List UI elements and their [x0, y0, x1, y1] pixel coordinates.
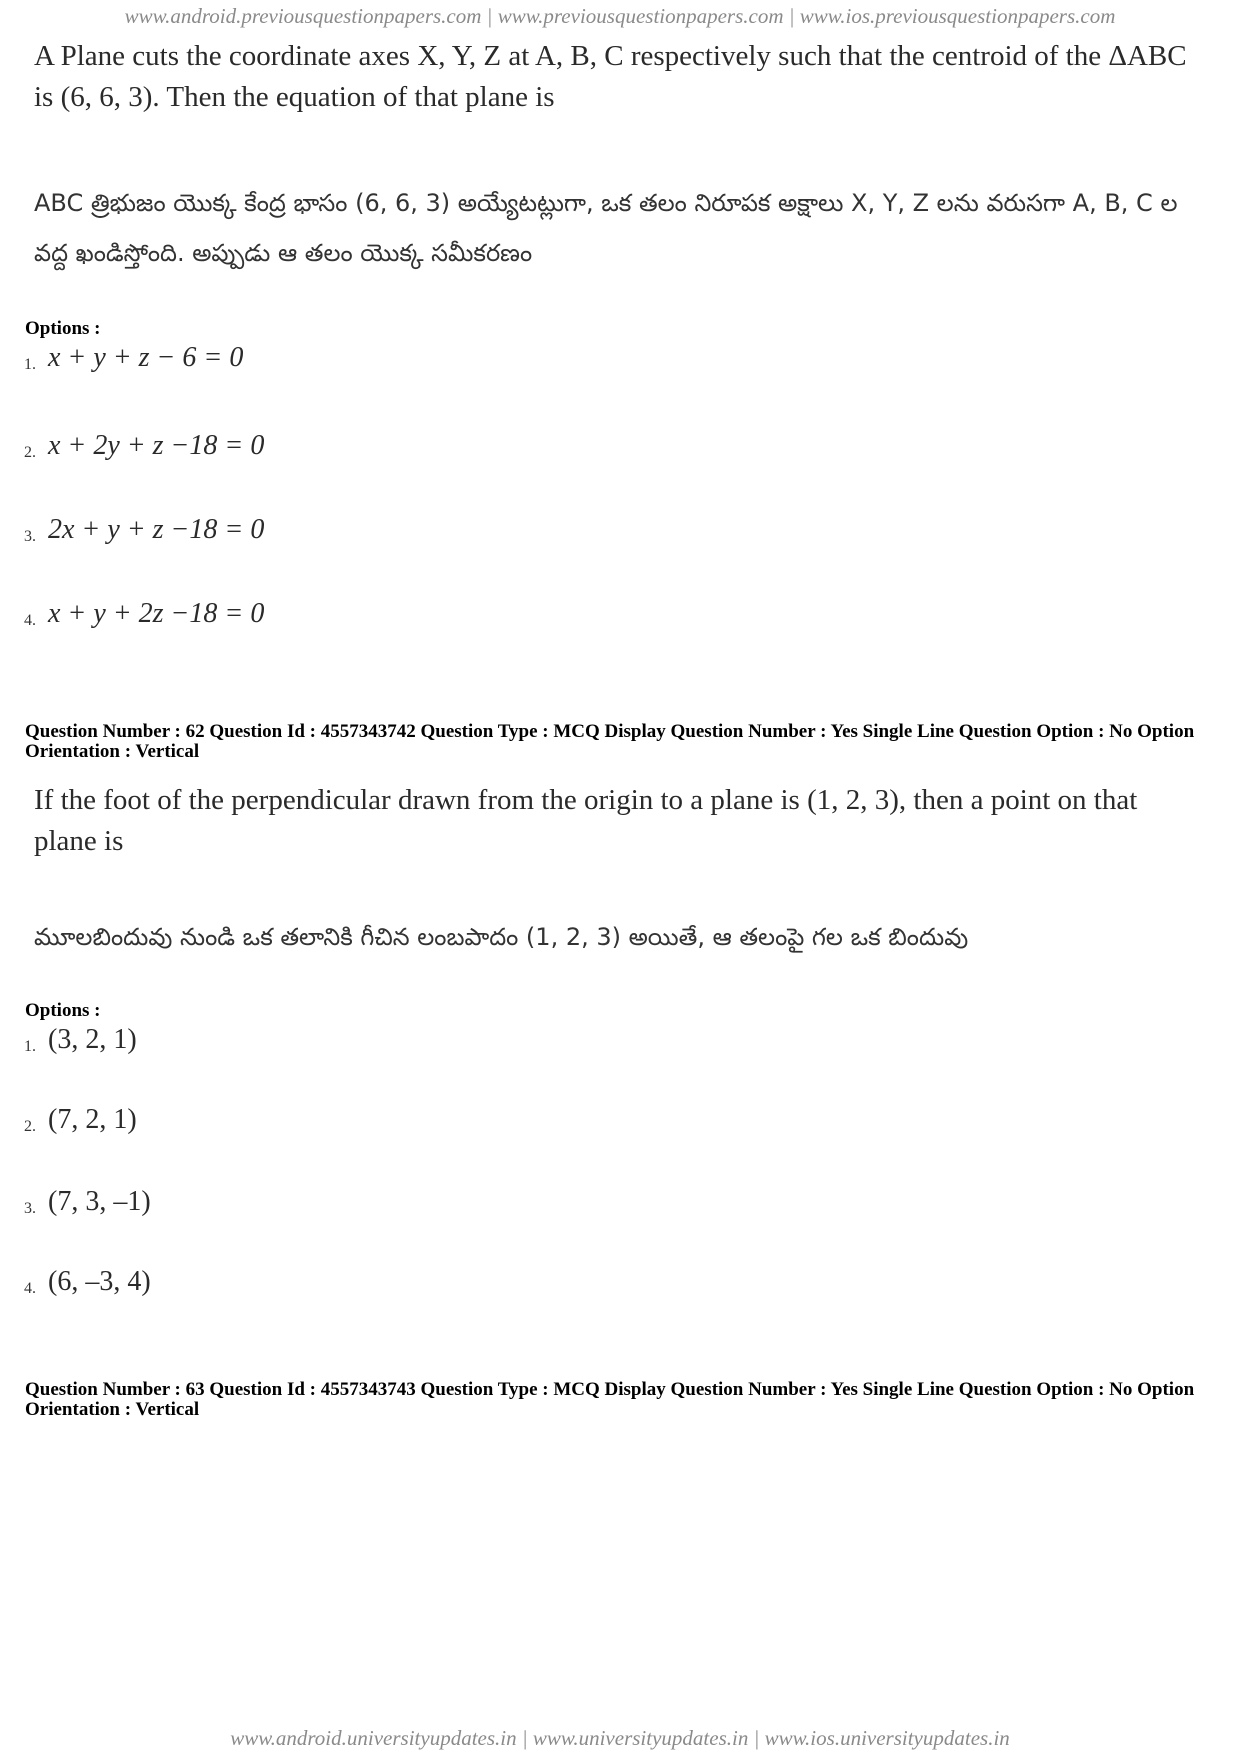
option-number: 1.	[24, 356, 36, 373]
question-61-options-label: Options :	[25, 318, 101, 339]
option-number: 4.	[24, 612, 36, 629]
option-number: 3.	[24, 528, 36, 545]
option-value: x + y + 2z −18 = 0	[48, 598, 265, 629]
option-value: x + y + z − 6 = 0	[48, 342, 244, 373]
option-value: (7, 3, –1)	[48, 1186, 151, 1217]
option-value: (6, –3, 4)	[48, 1266, 151, 1297]
question-62-option-1[interactable]	[24, 1024, 137, 1068]
question-62-english-text: If the foot of the perpendicular drawn from the origin to a plane is (1, 2, 3), then a point on that plane is	[34, 784, 1138, 857]
question-62-option-4[interactable]	[24, 1266, 151, 1310]
option-value: 2x + y + z −18 = 0	[48, 514, 265, 545]
question-62-telugu-text: మూలబిందువు నుండి ఒక తలానికి గీచిన లంబపాదం (1, 2, 3) అయితే, ఆ తలంపై గల ఒక బిందువు	[34, 923, 969, 951]
question-61-english-text: A Plane cuts the coordinate axes X, Y, Z at A, B, C respectively such that the centroid of the ΔABC is (6, 6, 3). Then the equation of that plane is	[34, 40, 1187, 113]
question-62-option-3[interactable]	[24, 1186, 151, 1230]
option-number: 2.	[24, 1118, 36, 1135]
header-watermark: www.android.previousquestionpapers.com | www.previousquestionpapers.com | www.ios.previousquestionpapers.com	[124, 4, 1116, 28]
option-number: 2.	[24, 444, 36, 461]
question-61-option-4[interactable]	[24, 598, 264, 642]
question-61-option-2[interactable]	[24, 430, 264, 474]
question-62-options-label: Options :	[25, 1000, 101, 1021]
option-value: (3, 2, 1)	[48, 1024, 137, 1055]
option-number: 3.	[24, 1200, 36, 1217]
question-62-option-2[interactable]	[24, 1104, 137, 1148]
question-61-telugu-text: ABC త్రిభుజం యొక్క కేంద్ర భాసం (6, 6, 3) అయ్యేటట్లుగా, ఒక తలం నిరూపక అక్షాలు X, Y, Z లను వరుసగా A, B, C ల వద్ద ఖండిస్తోంది. అప్పుడు ఆ తలం యొక్క సమీకరణం	[34, 189, 1178, 267]
option-value: (7, 2, 1)	[48, 1104, 137, 1135]
option-number: 1.	[24, 1038, 36, 1055]
option-number: 4.	[24, 1280, 36, 1297]
question-61-option-3[interactable]	[24, 514, 264, 558]
footer-watermark: www.android.universityupdates.in | www.universityupdates.in | www.ios.universityupdates.in	[230, 1726, 1010, 1750]
question-62-meta: Question Number : 62 Question Id : 4557343742 Question Type : MCQ Display Question Number : Yes Single Line Question Option : No Option Orientation : Vertical	[25, 721, 1195, 762]
option-value: x + 2y + z −18 = 0	[48, 430, 265, 461]
question-63-meta: Question Number : 63 Question Id : 4557343743 Question Type : MCQ Display Question Number : Yes Single Line Question Option : No Option Orientation : Vertical	[25, 1379, 1195, 1420]
question-61-option-1[interactable]	[24, 342, 243, 386]
